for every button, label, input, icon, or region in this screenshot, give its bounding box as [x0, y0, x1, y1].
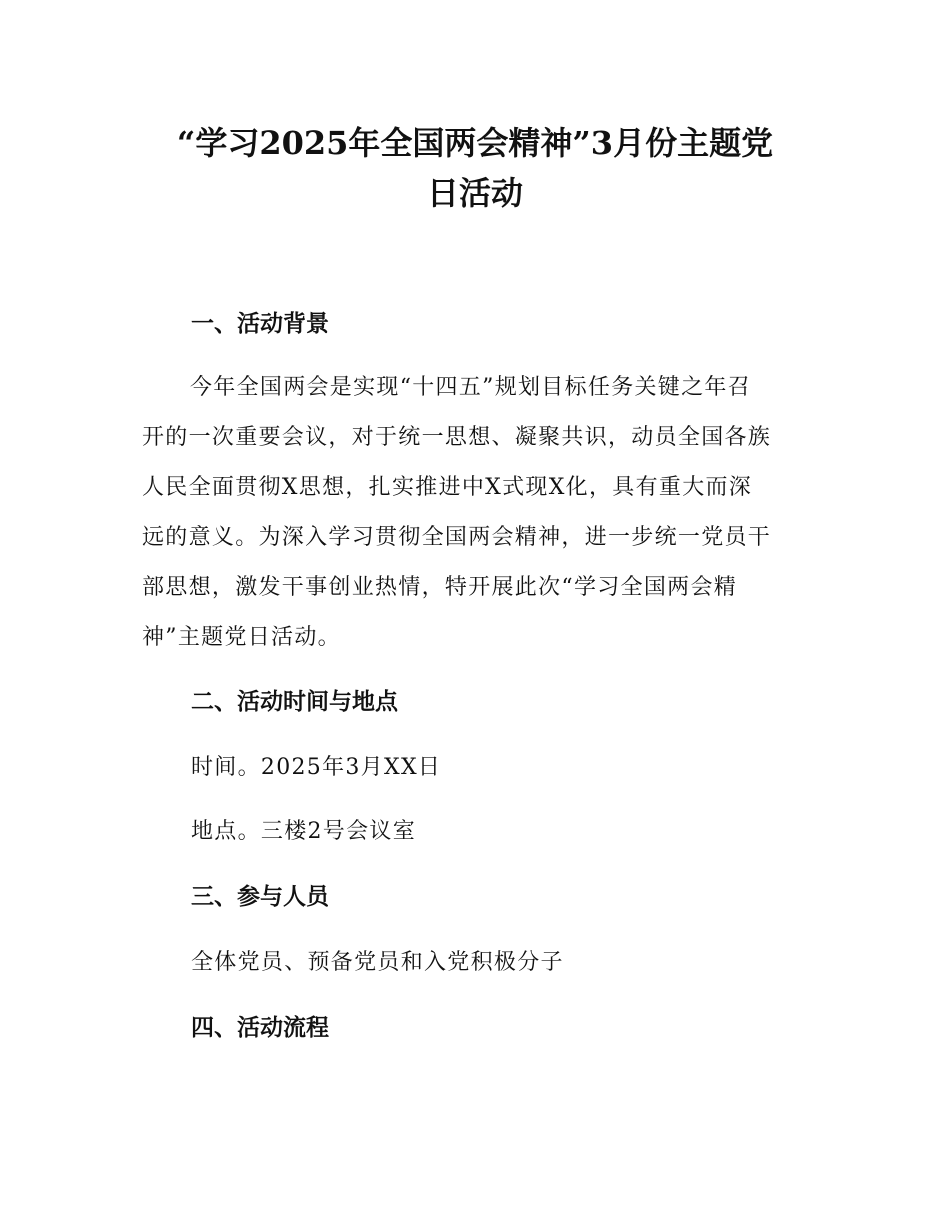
- activity-place: 地点。三楼2号会议室: [191, 819, 416, 844]
- title-line-2: 日活动: [426, 174, 523, 212]
- background-paragraph: [142, 363, 822, 663]
- participants-text: 全体党员、预备党员和入党积极分子: [191, 950, 564, 975]
- paragraph-line: 人民全面贯彻X思想，扎实推进中X式现X化，具有重大而深: [142, 475, 753, 500]
- section-heading-background: 一、活动背景: [191, 311, 329, 337]
- paragraph-line: 远的意义。为深入学习贯彻全国两会精神，进一步统一党员干: [142, 525, 772, 550]
- section-heading-participants: 三、参与人员: [191, 884, 329, 910]
- title-line-1: “学习2025年全国两会精神”3月份主题党: [176, 124, 774, 162]
- paragraph-line: 今年全国两会是实现“十四五”规划目标任务关键之年召: [190, 375, 751, 400]
- section-heading-time-place: 二、活动时间与地点: [191, 689, 398, 715]
- activity-time: 时间。2025年3月XX日: [191, 755, 442, 780]
- document-title: [120, 118, 830, 218]
- paragraph-line: 神”主题党日活动。: [142, 625, 341, 650]
- paragraph-line: 部思想，激发干事创业热情，特开展此次“学习全国两会精: [142, 575, 738, 600]
- paragraph-line: 开的一次重要会议，对于统一思想、凝聚共识，动员全国各族: [142, 425, 772, 450]
- section-heading-process: 四、活动流程: [191, 1015, 329, 1041]
